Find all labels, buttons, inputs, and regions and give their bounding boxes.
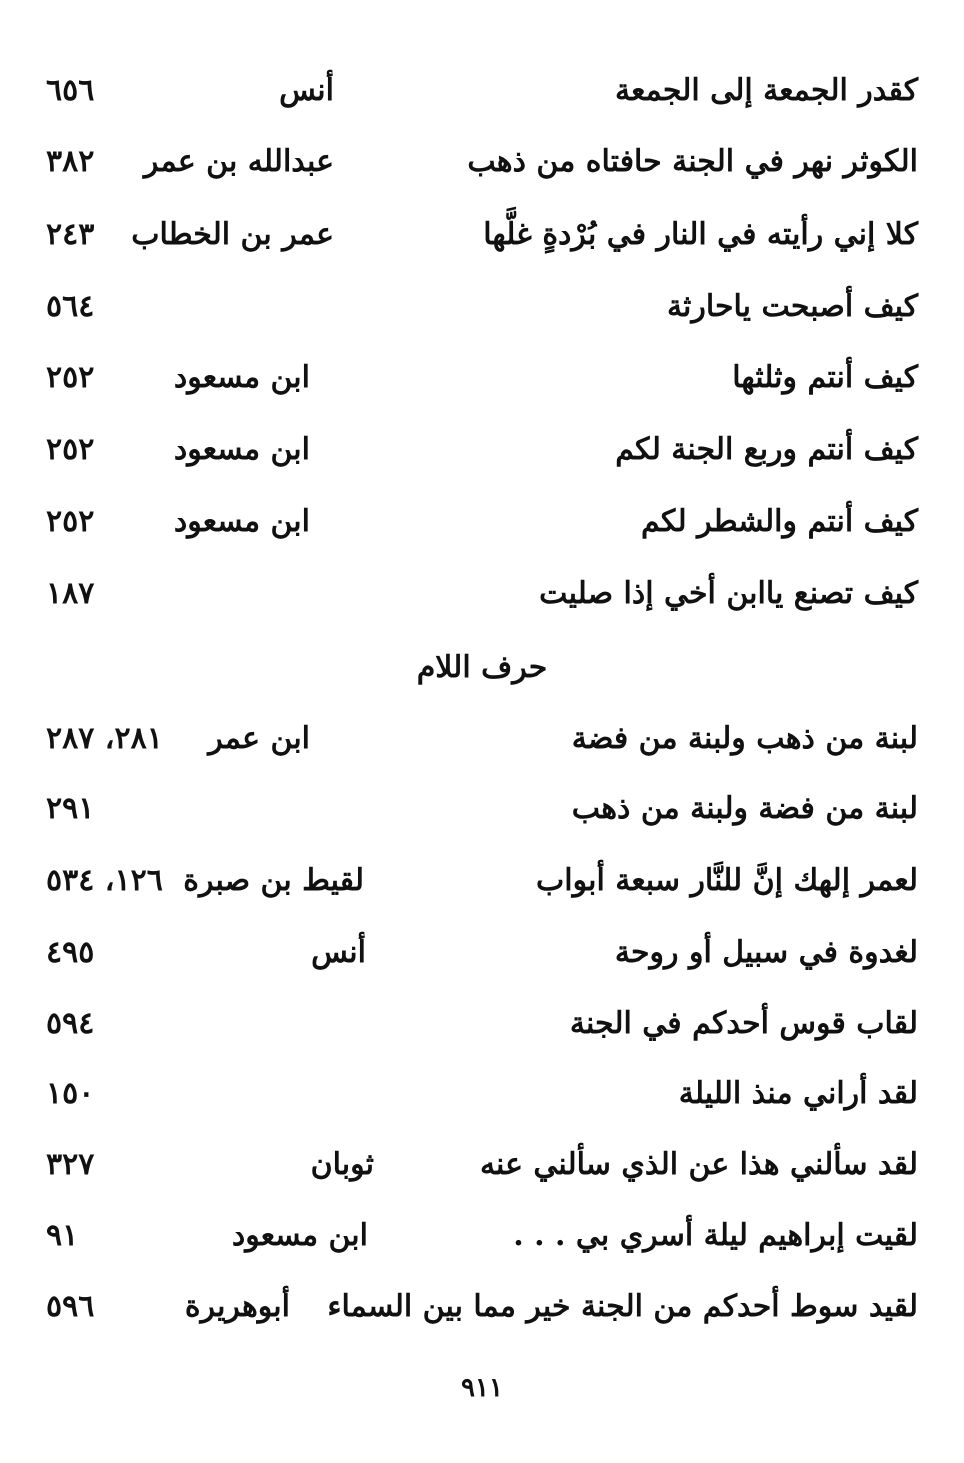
page-number: ٩١١ bbox=[461, 1373, 503, 1403]
page-reference: ٥٦٤ bbox=[46, 289, 95, 324]
narrator-name: ابن عمر bbox=[208, 721, 310, 756]
index-entry bbox=[0, 1279, 964, 1335]
index-entry bbox=[0, 711, 964, 767]
page-reference: ١٥٠ bbox=[46, 1076, 95, 1111]
narrator-name: أنس bbox=[279, 73, 334, 108]
page-reference: ٢٤٣ bbox=[46, 217, 95, 252]
narrator-name: ابن مسعود bbox=[173, 360, 310, 395]
narrator-name: لقيط بن صبرة bbox=[183, 863, 364, 898]
hadith-text: لعمر إلهك إنَّ للنَّار سبعة أبواب bbox=[536, 863, 918, 898]
hadith-text: كيف أنتم وثلثها bbox=[732, 360, 918, 395]
index-entry bbox=[0, 63, 964, 119]
hadith-text: لقد أراني منذ الليلة bbox=[678, 1076, 918, 1111]
index-entry bbox=[0, 350, 964, 406]
hadith-text: لبنة من ذهب ولبنة من فضة bbox=[571, 721, 918, 756]
narrator-name: أبوهريرة bbox=[184, 1289, 290, 1324]
page-reference: ٢٩١ bbox=[46, 791, 95, 826]
hadith-text: لقاب قوس أحدكم في الجنة bbox=[569, 1006, 918, 1041]
hadith-text: لقد سألني هذا عن الذي سألني عنه bbox=[479, 1147, 918, 1182]
index-entry bbox=[0, 134, 964, 190]
page-reference: ٩١ bbox=[46, 1218, 79, 1253]
page-reference: ٣٨٢ bbox=[46, 144, 95, 179]
page-reference: ٥٩٤ bbox=[46, 1006, 95, 1041]
page-reference: ٢٥٢ bbox=[46, 504, 95, 539]
section-heading: حرف اللام bbox=[416, 650, 548, 685]
page-reference: ٢٥٢ bbox=[46, 432, 95, 467]
index-entry bbox=[0, 925, 964, 981]
index-entry bbox=[0, 422, 964, 478]
index-entry bbox=[0, 781, 964, 837]
hadith-text: لغدوة في سبيل أو روحة bbox=[614, 935, 918, 970]
hadith-text: كقدر الجمعة إلى الجمعة bbox=[615, 73, 918, 108]
index-entry bbox=[0, 566, 964, 622]
narrator-name: عبدالله بن عمر bbox=[143, 144, 334, 179]
page-reference: ١٢٦، ٥٣٤ bbox=[46, 863, 163, 898]
index-entry bbox=[0, 279, 964, 335]
narrator-name: ثوبان bbox=[310, 1147, 374, 1182]
narrator-name: ابن مسعود bbox=[173, 432, 310, 467]
narrator-name: أنس bbox=[311, 935, 366, 970]
hadith-text: الكوثر نهر في الجنة حافتاه من ذهب bbox=[467, 144, 918, 179]
hadith-text: كيف أنتم والشطر لكم bbox=[641, 504, 918, 539]
page-reference: ٢٥٢ bbox=[46, 360, 95, 395]
hadith-text: لقيت إبراهيم ليلة أسري بي . . . bbox=[513, 1218, 918, 1253]
hadith-text: لبنة من فضة ولبنة من ذهب bbox=[571, 791, 918, 826]
page-reference: ٥٩٦ bbox=[46, 1289, 95, 1324]
hadith-text: لقيد سوط أحدكم من الجنة خير مما بين السماء bbox=[327, 1289, 918, 1324]
page-reference: ١٨٧ bbox=[46, 576, 95, 611]
index-entry bbox=[0, 996, 964, 1052]
index-entry bbox=[0, 1137, 964, 1193]
narrator-name: عمر بن الخطاب bbox=[131, 217, 334, 252]
narrator-name: ابن مسعود bbox=[231, 1218, 368, 1253]
index-entry bbox=[0, 207, 964, 263]
page-reference: ٦٥٦ bbox=[46, 73, 95, 108]
index-entry bbox=[0, 494, 964, 550]
index-entry bbox=[0, 853, 964, 909]
hadith-text: كيف تصنع ياابن أخي إذا صليت bbox=[539, 576, 918, 611]
hadith-text: كيف أنتم وربع الجنة لكم bbox=[615, 432, 918, 467]
page-reference: ٢٨١، ٢٨٧ bbox=[46, 721, 163, 756]
hadith-text: كلا إني رأيته في النار في بُرْدةٍ غلَّها bbox=[483, 217, 918, 252]
narrator-name: ابن مسعود bbox=[173, 504, 310, 539]
hadith-text: كيف أصبحت ياحارثة bbox=[666, 289, 918, 324]
page-reference: ٤٩٥ bbox=[46, 935, 95, 970]
page-reference: ٣٢٧ bbox=[46, 1147, 95, 1182]
index-entry bbox=[0, 1066, 964, 1122]
index-entry bbox=[0, 1208, 964, 1264]
